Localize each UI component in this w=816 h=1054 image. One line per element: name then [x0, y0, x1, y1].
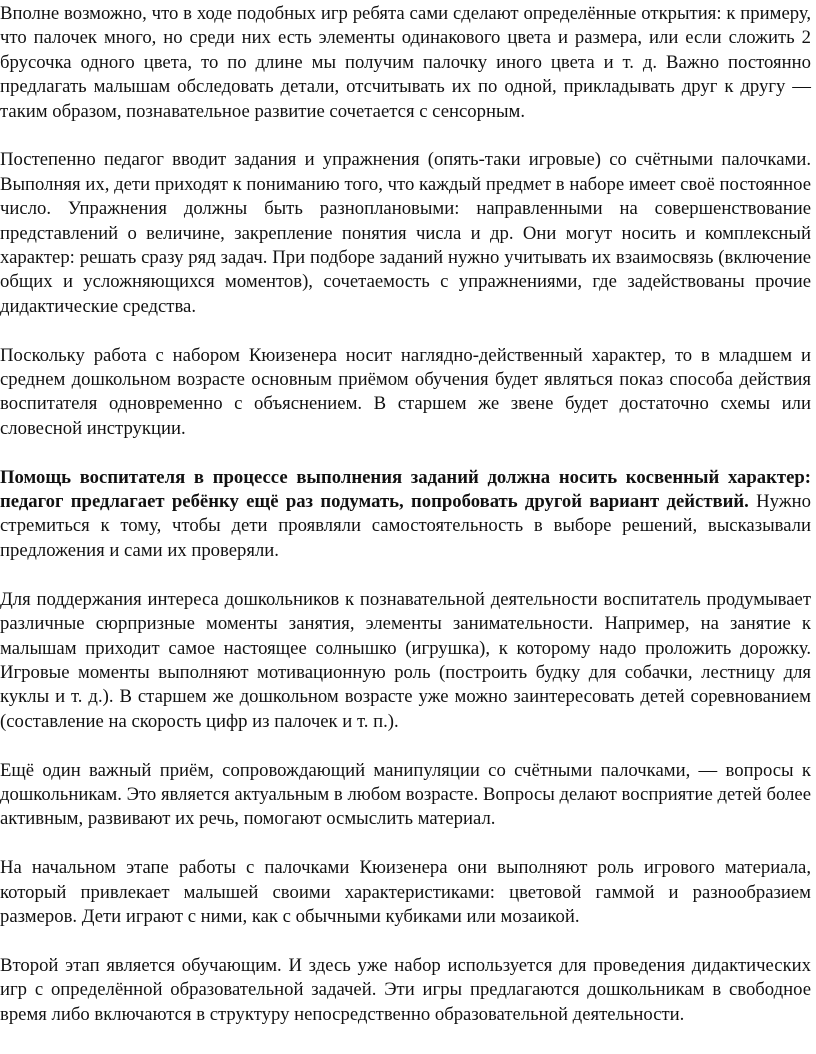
paragraph-6 — [0, 759, 811, 832]
paragraph-6-text: Ещё один важный приём, сопровождающий манипуляции со счётными палочками, — вопросы к дошкольникам. Это является актуальным в любом возрасте. Вопросы делают восприятие детей более активным, развивают их речь, помогают осмыслить материал. — [0, 759, 811, 830]
paragraph-5 — [0, 588, 811, 734]
paragraph-2-text: Постепенно педагог вводит задания и упражнения (опять-таки игровые) со счётными палочками. Выполняя их, дети приходят к пониманию того, что каждый предмет в наборе имеет своё постоянное число. Упражнения должны быть разноплановыми: направленными на совершенствование представлений о величине, закрепление понятия числа и др. Они могут носить и комплексный характер: решать сразу ряд задач. При подборе заданий нужно учитывать их взаимосвязь (включение общих и усложняющихся моментов), сочетаемость с упражнениями, где задействованы прочие дидактические средства. — [0, 149, 811, 317]
paragraph-3 — [0, 344, 811, 442]
paragraph-5-text: Для поддержания интереса дошкольников к познавательной деятельности воспитатель продумывает различные сюрпризные моменты занятия, элементы занимательности. Например, на занятие к малышам приходит самое настоящее солнышко (игрушка), к которому надо проложить дорожку. Игровые моменты выполняют мотивационную роль (построить будку для собачки, лестницу для куклы и т. д.). В старшем же дошкольном возрасте уже можно заинтересовать детей соревнованием (составление на скорость цифр из палочек и т. п.). — [0, 588, 811, 732]
paragraph-4-text: Нужно стремиться к тому, чтобы дети проявляли самостоятельность в выборе решений, высказывали предложения и сами их проверяли. — [0, 491, 811, 561]
paragraph-7-text: На начальном этапе работы с палочками Кюизенера они выполняют роль игрового материала, который привлекает малышей своими характеристиками: цветовой гаммой и разнообразием размеров. Дети играют с ними, как с обычными кубиками или мозаикой. — [0, 857, 811, 927]
paragraph-2 — [0, 148, 811, 319]
paragraph-1-text: Вполне возможно, что в ходе подобных игр ребята сами сделают определённые открытия: к примеру, что палочек много, но среди них есть элементы одинакового цвета и размера, или если сложить 2 брусочка одного цвета, то по длине мы получим палочку иного цвета и т. д. Важно постоянно предлагать малышам обследовать детали, отсчитывать их по одной, прикладывать друг к другу — таким образом, познавательное развитие сочетается с сенсорным. — [0, 3, 811, 122]
paragraph-4-bold-text: Помощь воспитателя в процессе выполнения заданий должна носить косвенный характер: педагог предлагает ребёнку ещё раз подумать, попробовать другой вариант действий. — [0, 466, 811, 513]
paragraph-8-text: Второй этап является обучающим. И здесь уже набор используется для проведения дидактических игр с определённой образовательной задачей. Эти игры предлагаются дошкольникам в свободное время либо включаются в структуру непосредственно образовательной деятельности. — [0, 954, 811, 1025]
paragraph-8 — [0, 954, 811, 1027]
paragraph-4 — [0, 466, 811, 564]
paragraph-1 — [0, 2, 811, 124]
paragraph-7 — [0, 856, 811, 929]
paragraph-3-text: Поскольку работа с набором Кюизенера носит наглядно-действенный характер, то в младшем и среднем дошкольном возрасте основным приёмом обучения будет являться показ способа действия воспитателя одновременно с объяснением. В старшем же звене будет достаточно схемы или словесной инструкции. — [0, 344, 811, 439]
